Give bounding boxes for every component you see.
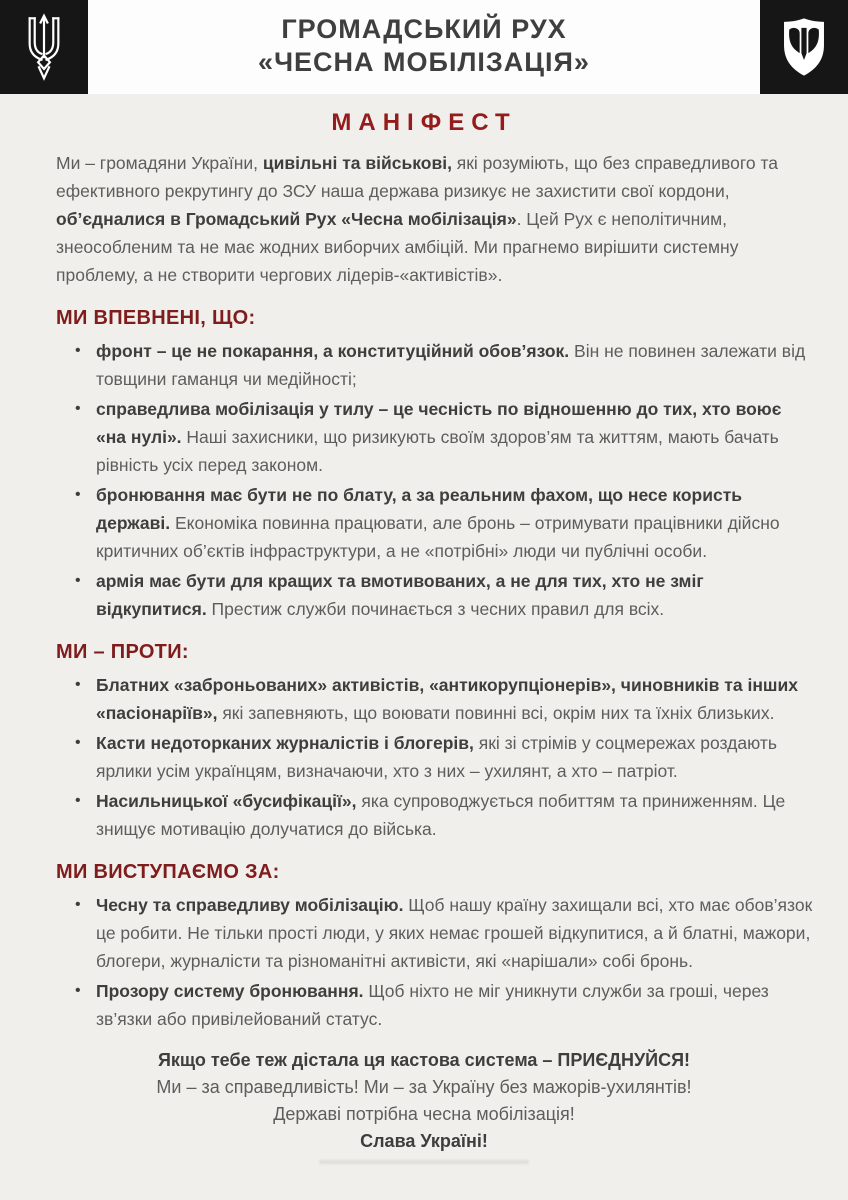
manifest-section: [0, 640, 848, 843]
bullet-bold-lead: фронт – це не покарання, а конституційний обов’язок.: [96, 341, 570, 361]
shield-trident-icon: [760, 0, 848, 94]
bullet-item: [96, 787, 814, 843]
org-title-line2: «ЧЕСНА МОБІЛІЗАЦІЯ»: [258, 47, 590, 77]
bullet-text: Щоб ніхто не міг уникнути служби за гроші, через зв’язки або привілейований статус.: [96, 981, 769, 1029]
bullet-bold-lead: Прозору систему бронювання.: [96, 981, 364, 1001]
bullet-text: які запевняють, що воювати повинні всі, окрім них та їхніх близьких.: [217, 703, 775, 723]
bullet-text: Щоб нашу країну захищали всі, хто має обов’язок це робити. Не тільки прості люди, у яких немає грошей відкупитися, а й блатні, мажори, блогери, журналісти та різноманітні активісти, які «нарішали» собі бронь.: [96, 895, 813, 971]
intro-segment: . Цей Рух є неполітичним, знеособленим та не має жодних виборчих амбіцій. Ми прагнемо вирішити системну проблему, а не створити чергових лідерів-«активістів».: [56, 209, 739, 285]
cropped-bottom-artifact: [319, 1160, 529, 1164]
bullet-text: Наші захисники, що ризикують своїм здоров’ям та життям, мають бачать рівність усіх перед законом.: [96, 427, 779, 475]
intro-segment: Ми – громадяни України,: [56, 153, 263, 173]
bullet-item: [96, 729, 814, 785]
section-heading: МИ ВИСТУПАЄМО ЗА:: [56, 861, 280, 883]
bullet-bold-lead: Касти недоторканих журналістів і блогерів,: [96, 733, 474, 753]
bullet-item: [96, 671, 814, 727]
intro-bold-segment: об’єдналися в Громадський Рух «Чесна мобілізація»: [56, 209, 517, 229]
bullet-text: Престиж служби починається з чесних правил для всіх.: [206, 599, 665, 619]
bullet-bold-lead: справедлива мобілізація у тилу – це чесність по відношенню до тих, хто воює «на нулі».: [96, 399, 782, 447]
bullet-bold-lead: бронювання має бути не по блату, а за реальним фахом, що несе користь державі.: [96, 485, 743, 533]
bullet-item: [96, 891, 814, 975]
bullet-item: [96, 567, 814, 623]
org-title-line1: ГРОМАДСЬКИЙ РУХ: [281, 14, 567, 44]
section-heading: МИ ВПЕВНЕНІ, ЩО:: [56, 307, 256, 329]
bullet-text: Він не повинен залежати від товщини гаманця чи медійності;: [96, 341, 806, 389]
manifest-heading: МАНІФЕСТ: [331, 109, 517, 136]
org-title: [88, 0, 760, 94]
bullet-text: яка супроводжується побиттям та приниженням. Це знищує мотивацію долучатися до війська.: [96, 791, 786, 839]
footer: [0, 1047, 848, 1155]
intro-bold-segment: цивільні та військові,: [262, 153, 452, 173]
tryzub-outline-icon: [0, 0, 88, 94]
footer-line: Державі потрібна чесна мобілізація!: [273, 1104, 575, 1124]
bullet-list: [0, 671, 848, 843]
bullet-item: [96, 395, 814, 479]
bullet-list: [0, 337, 848, 623]
bullet-bold-lead: Блатних «заброньованих» активістів, «антикорупціонерів», чиновників та інших «пасіонаріїв»,: [96, 675, 798, 723]
section-heading: МИ – ПРОТИ:: [56, 641, 189, 663]
intro-paragraph: [56, 149, 814, 289]
bullet-bold-lead: армія має бути для кращих та вмотивованих, а не для тих, хто не зміг відкупитися.: [96, 571, 704, 619]
bullet-bold-lead: Насильницької «бусифікації»,: [96, 791, 357, 811]
bullet-text: які зі стрімів у соцмережах роздають ярлики усім українцям, визначаючи, хто з них – ухилянт, а хто – патріот.: [96, 733, 777, 781]
intro-segment: які розуміють, що без справедливого та ефективного рекрутингу до ЗСУ наша держава ризикує не захистити свої кордони,: [56, 153, 779, 201]
footer-line: Ми – за справедливість! Ми – за Україну без мажорів-ухилянтів!: [156, 1077, 692, 1097]
manifest-sections: [0, 306, 848, 1033]
manifest-section: [0, 306, 848, 623]
bullet-item: [96, 337, 814, 393]
bullet-item: [96, 481, 814, 565]
footer-line: Якщо тебе теж дістала ця кастова система – ПРИЄДНУЙСЯ!: [157, 1050, 691, 1070]
manifest-section: [0, 860, 848, 1033]
bullet-list: [0, 891, 848, 1033]
bullet-bold-lead: Чесну та справедливу мобілізацію.: [96, 895, 404, 915]
bullet-item: [96, 977, 814, 1033]
footer-line: Слава Україні!: [360, 1131, 488, 1151]
bullet-text: Економіка повинна працювати, але бронь – отримувати працівники дійсно критичних об’єктів інфраструктури, а не «потрібні» люди чи публічні особи.: [96, 513, 780, 561]
header: [0, 0, 848, 94]
